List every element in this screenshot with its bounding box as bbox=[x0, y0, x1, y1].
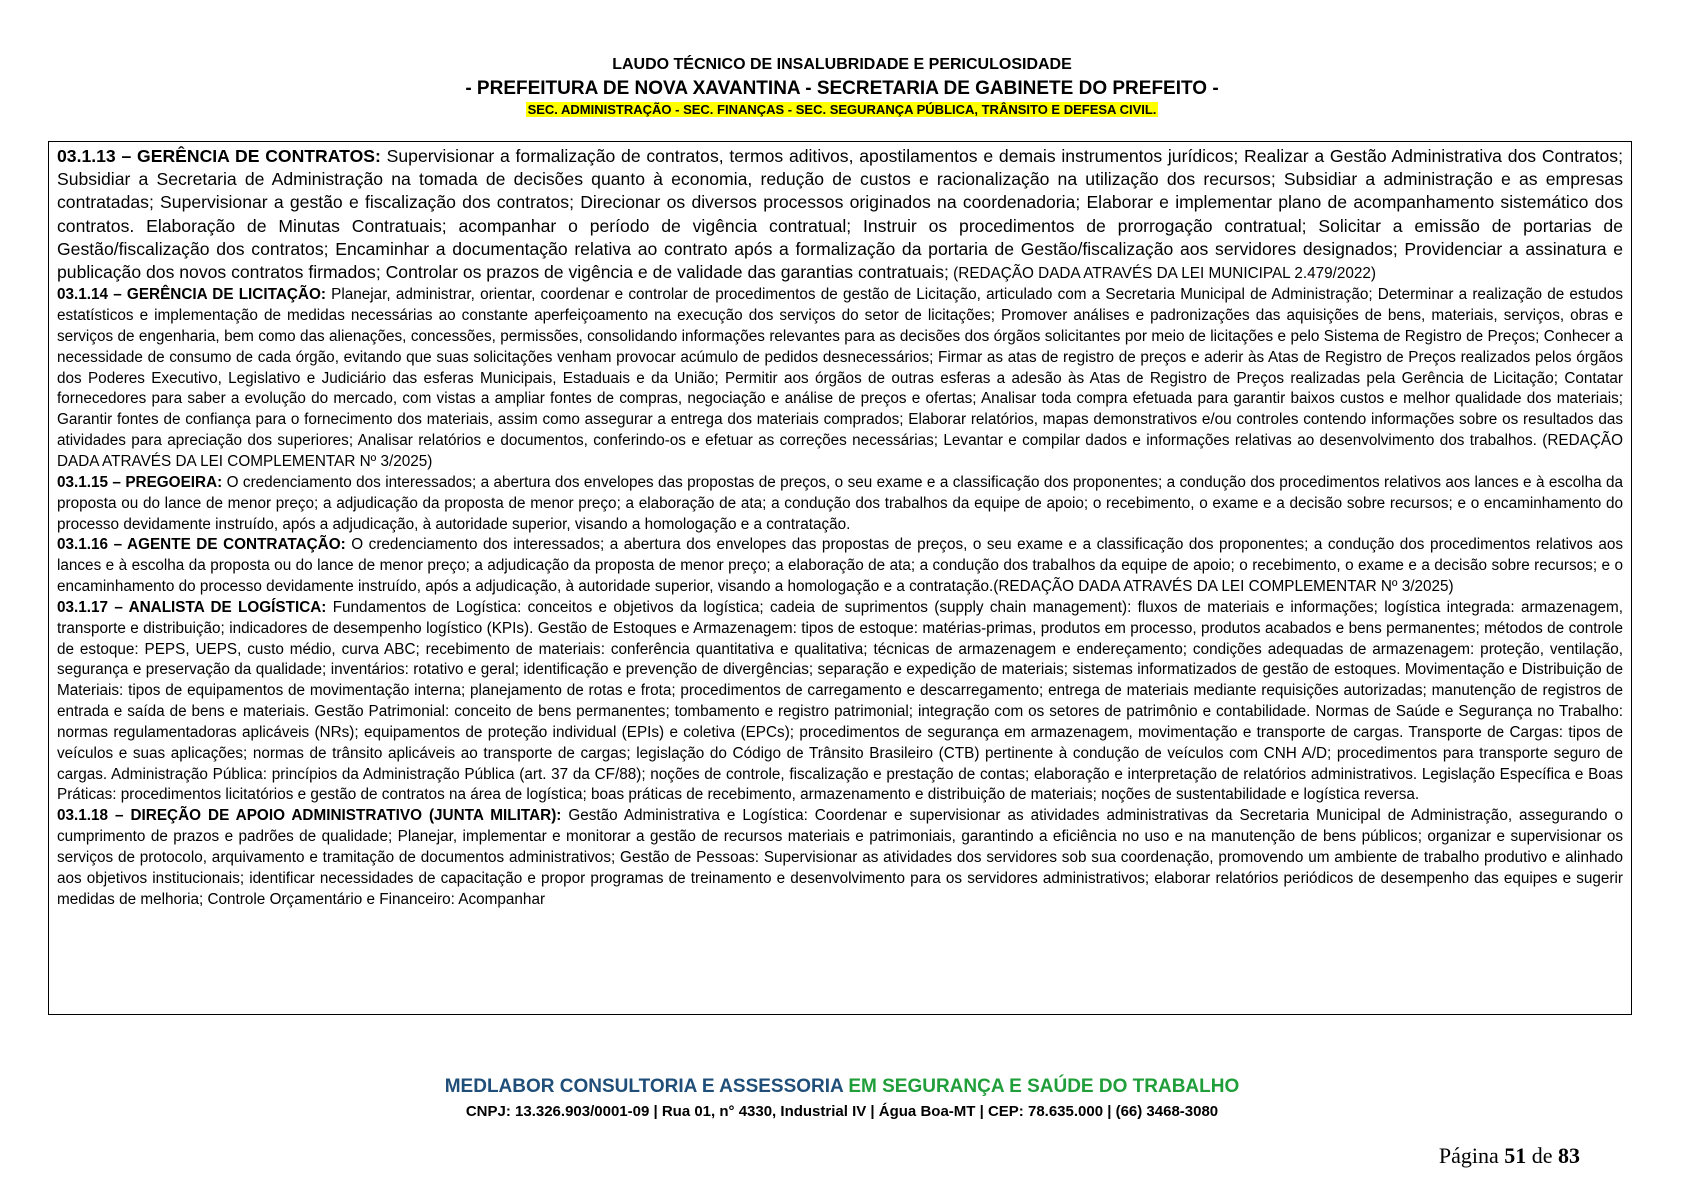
section-body: Fundamentos de Logística: conceitos e objetivos da logística; cadeia de suprimentos (supply chain management): fluxos de materiais e informações; logística integrada: armazenagem, transporte e distribuição; indicadores de desempenho logístico (KPIs). Gestão de Estoques e Armazenagem: tipos de estoque: matérias-primas, produtos em processo, produtos acabados e bens permanentes; métodos de controle de estoque: PEPS, UEPS, custo médio, curva ABC; recebimento de materiais: conferência quantitativa e qualitativa; técnicas de armazenagem e endereçamento; condições adequadas de armazenagem: proteção, ventilação, segurança e preservação da qualidade; inventários: rotativo e geral; identificação e prevenção de divergências; separação e expedição de materiais; sistemas informatizados de gestão de estoques. Movimentação e Distribuição de Materiais: tipos de equipamentos de movimentação interna; planejamento de rotas e frota; procedimentos de carregamento e descarregamento; entrega de materiais mediante requisições autorizadas; manutenção de registros de entrada e saída de bens e materiais. Gestão Patrimonial: conceito de bens permanentes; tombamento e registro patrimonial; integração com os setores de patrimônio e contabilidade. Normas de Saúde e Segurança no Trabalho: normas regulamentadoras aplicáveis (NRs); equipamentos de proteção individual (EPIs) e coletiva (EPCs); procedimentos de segurança em armazenagem, movimentação e transporte de cargas. Transporte de Cargas: tipos de veículos e suas aplicações; normas de trânsito aplicáveis ao transporte de cargas; legislação do Código de Trânsito Brasileiro (CTB) pertinente à condução de veículos com CNH A/D; procedimentos para transporte seguro de cargas. Administração Pública: princípios da Administração Pública (art. 37 da CF/88); noções de controle, fiscalização e prestação de contas; elaboração e interpretação de relatórios administrativos. Legislação Específica e Boas Práticas: procedimentos licitatórios e gestão de contratos na área de logística; boas práticas de recebimento, armazenamento e distribuição de materiais; noções de sustentabilidade e logística reversa. bbox=[57, 598, 1623, 804]
section-title: 03.1.17 – ANALISTA DE LOGÍSTICA: bbox=[57, 598, 327, 616]
section-body: Supervisionar a formalização de contratos, termos aditivos, apostilamentos e demais instrumentos jurídicos; Realizar a Gestão Administrativa dos Contratos; Subsidiar a Secretaria de Administração na tomada de decisões quanto à economia, redução de custos e racionalização na utilização dos recursos; Subsidiar a administração e as empresas contratadas; Supervisionar a gestão e fiscalização dos contratos; Direcionar os diversos processos originados na coordenadoria; Elaborar e implementar plano de acompanhamento sistemático dos contratos. Elaboração de Minutas Contratuais; acompanhar o período de vigência contratual; Instruir os procedimentos de prorrogação contratual; Solicitar a emissão de portarias de Gestão/fiscalização dos contratos; Encaminhar a documentação relativa ao contrato após a formalização da portaria de Gestão/fiscalização aos servidores designados; Providenciar a assinatura e publicação dos novos contratos firmados; Controlar os prazos de vigência e de validade das garantias contratuais; bbox=[57, 146, 1623, 283]
footer-company bbox=[0, 1076, 1684, 1098]
section-body: Gestão Administrativa e Logística: Coordenar e supervisionar as atividades administrativas da Secretaria Municipal de Administração, assegurando o cumprimento de prazos e padrões de qualidade; Planejar, implementar e monitorar a gestão de recursos materiais e patrimoniais, garantindo a eficiência no uso e na manutenção de bens públicos; organizar e supervisionar os serviços de protocolo, arquivamento e tramitação de documentos administrativos; Gestão de Pessoas: Supervisionar as atividades dos servidores sob sua coordenação, promovendo um ambiente de trabalho produtivo e alinhado aos objetivos institucionais; identificar necessidades de capacitação e propor programas de treinamento e desenvolvimento para os servidores administrativos; elaborar relatórios periódicos de desempenho das equipes e sugerir medidas de melhoria; Controle Orçamentário e Financeiro: Acompanhar bbox=[57, 807, 1623, 908]
section-agente-contratacao bbox=[57, 535, 1623, 598]
content-box bbox=[48, 141, 1632, 1015]
page-total: 83 bbox=[1558, 1143, 1580, 1168]
section-gerencia-contratos bbox=[57, 145, 1623, 285]
footer-address: CNPJ: 13.326.903/0001-09 | Rua 01, n° 4330, Industrial IV | Água Boa-MT | CEP: 78.635.000 | (66) 3468-3080 bbox=[465, 1103, 1219, 1120]
section-direcao-apoio-administrativo bbox=[57, 806, 1623, 910]
section-legal-note: (REDAÇÃO DADA ATRAVÉS DA LEI MUNICIPAL 2.479/2022) bbox=[948, 265, 1376, 283]
section-body: Planejar, administrar, orientar, coordenar e controlar de procedimentos de gestão de Licitação, articulado com a Secretaria Municipal de Administração; Determinar a realização de estudos estatísticos e implementação de medidas necessárias ao constante aperfeiçoamento na execução dos serviços do setor de licitações; Promover análises e padronizações das aquisições de bens, materiais, serviços, obras e serviços de engenharia, bem como das alienações, concessões, permissões, consolidando informações relevantes para as decisões dos órgãos solicitantes por meio de licitações e pelo Sistema de Registro de Preços; Conhecer a necessidade de consumo de cada órgão, evitando que suas solicitações venham provocar acúmulo de pedidos desnecessários; Firmar as atas de registro de preços e aderir às Atas de Registro de Preços realizados pelos órgãos dos Poderes Executivo, Legislativo e Judiciário das esferas Municipais, Estaduais e da União; Permitir aos órgãos de outras esferas a adesão às Atas de Registro de Preços realizadas pela Gerência de Licitação; Contatar fornecedores para saber a evolução do mercado, com vistas a ampliar fontes de compras, negociação e análise de preços e ofertas; Analisar toda compra efetuada para garantir baixos custos e melhor qualidade dos materiais; Garantir fontes de confiança para o fornecimento dos materiais, assim como assegurar a entrega dos materiais comprados; Elaborar relatórios, mapas demonstrativos e/ou controles contendo informações sobre os resultados das atividades para apreciação dos superiores; Analisar relatórios e documentos, conferindo-os e efetuar as correções necessárias; Levantar e compilar dados e informações relativas ao desenvolvimento dos trabalhos. (REDAÇÃO DADA ATRAVÉS DA LEI COMPLEMENTAR Nº 3/2025) bbox=[57, 286, 1624, 470]
footer-company-tagline: EM SEGURANÇA E SAÚDE DO TRABALHO bbox=[843, 1076, 1240, 1097]
highlighted-secretariats: SEC. ADMINISTRAÇÃO - SEC. FINANÇAS - SEC. SEGURANÇA PÚBLICA, TRÂNSITO E DEFESA CIVIL. bbox=[527, 102, 1157, 117]
section-title: 03.1.15 – PREGOEIRA: bbox=[57, 473, 223, 491]
page-current: 51 bbox=[1504, 1143, 1527, 1168]
section-pregoeira bbox=[57, 473, 1623, 536]
document-subtitle: - PREFEITURA DE NOVA XAVANTINA - SECRETARIA DE GABINETE DO PREFEITO - bbox=[465, 78, 1219, 99]
section-analista-logistica bbox=[57, 598, 1623, 806]
secretariats-line bbox=[0, 102, 1684, 117]
section-body: O credenciamento dos interessados; a abertura dos envelopes das propostas de preços, o seu exame e a classificação dos proponentes; a condução dos procedimentos relativos aos lances e à escolha da proposta ou do lance de menor preço; a adjudicação da proposta de menor preço; a elaboração de ata; a condução dos trabalhos da equipe de apoio; o recebimento, o exame e a decisão sobre recursos; e o encaminhamento do processo devidamente instruído, após a adjudicação, à autoridade superior, visando a homologação e a contratação.(REDAÇÃO DADA ATRAVÉS DA LEI COMPLEMENTAR Nº 3/2025) bbox=[57, 536, 1623, 596]
section-title: 03.1.16 – AGENTE DE CONTRATAÇÃO: bbox=[57, 536, 346, 554]
section-title: 03.1.18 – DIREÇÃO DE APOIO ADMINISTRATIVO (JUNTA MILITAR): bbox=[57, 807, 562, 825]
page-label: Página bbox=[1438, 1143, 1499, 1168]
section-title: 03.1.14 – GERÊNCIA DE LICITAÇÃO: bbox=[57, 286, 326, 304]
page-number bbox=[1439, 1143, 1580, 1169]
footer-company-name: MEDLABOR CONSULTORIA E ASSESSORIA bbox=[444, 1076, 844, 1097]
page-of: de bbox=[1531, 1143, 1553, 1168]
section-gerencia-licitacao bbox=[57, 285, 1623, 473]
section-title: 03.1.13 – GERÊNCIA DE CONTRATOS: bbox=[57, 146, 381, 166]
document-title: LAUDO TÉCNICO DE INSALUBRIDADE E PERICULOSIDADE bbox=[612, 56, 1072, 73]
section-body: O credenciamento dos interessados; a abertura dos envelopes das propostas de preços, o seu exame e a classificação dos proponentes; a condução dos procedimentos relativos aos lances e à escolha da proposta ou do lance de menor preço; a adjudicação da proposta de menor preço; a elaboração de ata; a condução dos trabalhos da equipe de apoio; o recebimento, o exame e a decisão sobre recursos; e o encaminhamento do processo devidamente instruído, após a adjudicação, à autoridade superior, visando a homologação e a contratação. bbox=[57, 473, 1623, 533]
